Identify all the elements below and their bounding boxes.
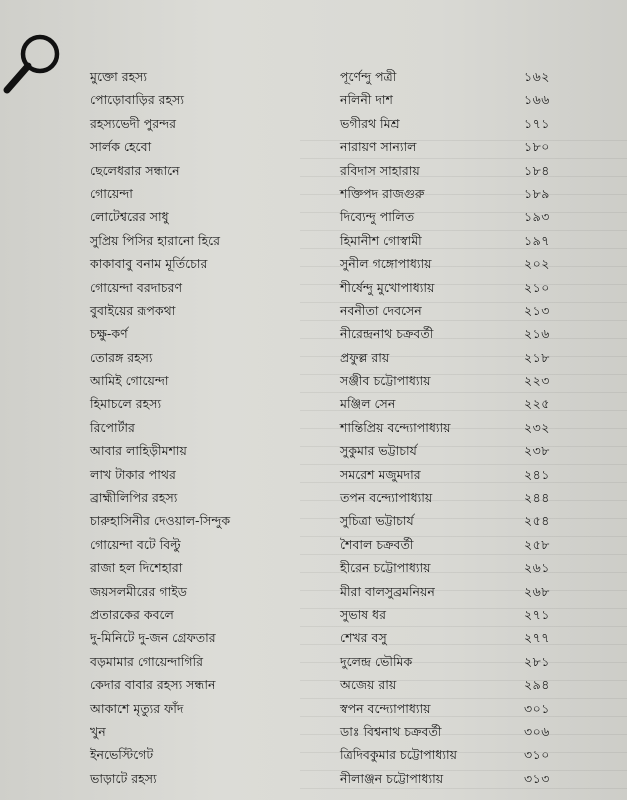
story-author: হীরেন চট্টোপাধ্যায়	[340, 560, 431, 576]
story-title: কেদার বাবার রহস্য সন্ধান	[90, 677, 216, 693]
story-author: নবনীতা দেবসেন	[340, 302, 422, 318]
toc-row	[90, 743, 610, 766]
toc-row	[90, 603, 610, 626]
story-title: দু-মিনিটে দু-জন গ্রেফতার	[90, 630, 216, 646]
page-number: ২৬১	[524, 560, 550, 576]
story-title: আবার লাহিড়ীমশায়	[90, 443, 187, 459]
story-title: রহস্যভেদী পুরন্দর	[90, 115, 177, 131]
toc-row	[90, 697, 610, 720]
story-title: খুন	[90, 723, 106, 739]
page-number: ১৯৩	[524, 209, 550, 225]
story-title: চারুহাসিনীর দেওয়াল-সিন্দুক	[90, 513, 231, 529]
page-number: ১৭১	[524, 115, 550, 131]
story-author: ডাঃ বিশ্বনাথ চক্রবর্তী	[340, 723, 442, 739]
page-number: ৩১৩	[524, 770, 550, 786]
story-title: কাকাবাবু বনাম মূর্তিচোর	[90, 256, 208, 272]
story-author: ভগীরথ মিশ্র	[340, 115, 400, 131]
page-number: ১৬৬	[524, 92, 550, 108]
story-author: দিব্যেন্দু পালিত	[340, 209, 415, 225]
page-number: ২৪৪	[524, 490, 550, 506]
page-number: ১৯৭	[524, 232, 550, 248]
story-title: রাজা হল দিশেহারা	[90, 560, 183, 576]
story-title: সুপ্রিয় পিসির হারানো হিরে	[90, 232, 221, 248]
story-author: শান্তিপ্রিয় বন্দ্যোপাধ্যায়	[340, 419, 451, 435]
story-title: আকাশে মৃত্যুর ফাঁদ	[90, 700, 184, 716]
story-title: ছেলেধরার সন্ধানে	[90, 162, 180, 178]
page-number: ২১৬	[524, 326, 550, 342]
page-number: ১৬২	[524, 69, 550, 84]
toc-row	[90, 65, 610, 88]
toc-row	[90, 276, 610, 299]
story-title: লোটেশ্বরের সাধু	[90, 209, 169, 225]
page-number: ২৮১	[524, 653, 550, 669]
page-number: ৩০৬	[524, 723, 550, 739]
page-number: ১৮৪	[524, 162, 550, 178]
story-title: প্রতারকের কবলে	[90, 606, 174, 622]
toc-row	[90, 533, 610, 556]
toc-row	[90, 322, 610, 345]
toc-row	[90, 720, 610, 743]
story-title: রিপোর্টার	[90, 419, 135, 435]
toc-row	[90, 346, 610, 369]
story-title: ব্রাহ্মীলিপির রহস্য	[90, 490, 178, 506]
story-title: গোয়েন্দা	[90, 185, 133, 201]
story-author: সঞ্জীব চট্টোপাধ্যায়	[340, 373, 431, 389]
toc-row	[90, 159, 610, 182]
story-author: স্বপন বন্দ্যোপাধ্যায়	[340, 700, 431, 716]
page-number: ২২৫	[524, 396, 550, 412]
toc-row	[90, 88, 610, 111]
toc-row	[90, 392, 610, 415]
story-title: ইনভেস্টিগেট	[90, 747, 154, 763]
toc-row	[90, 463, 610, 486]
story-author: সুকুমার ভট্টাচার্য	[340, 443, 417, 459]
story-author: তপন বন্দ্যোপাধ্যায়	[340, 490, 433, 506]
page-number: ২১০	[524, 279, 550, 295]
story-author: নীরেন্দ্রনাথ চক্রবর্তী	[340, 326, 434, 342]
page-number: ২০২	[524, 256, 550, 272]
story-author: শেখর বসু	[340, 630, 387, 646]
story-title: মুক্তো রহস্য	[90, 69, 148, 84]
table-of-contents	[90, 65, 610, 790]
story-author: মীরা বালসুব্রমনিয়ন	[340, 583, 435, 599]
page-number: ১৮০	[524, 139, 550, 155]
page-number: ২৯৪	[524, 677, 550, 693]
story-author: সমরেশ মজুমদার	[340, 466, 421, 482]
story-title: হিমাচলে রহস্য	[90, 396, 162, 412]
magnifying-glass-icon	[2, 30, 64, 96]
story-author: প্রফুল্ল রায়	[340, 349, 390, 365]
page-number: ২৬৮	[524, 583, 550, 599]
story-author: শীর্ষেন্দু মুখোপাধ্যায়	[340, 279, 435, 295]
toc-row	[90, 650, 610, 673]
story-title: আমিই গোয়েন্দা	[90, 373, 169, 389]
toc-row	[90, 182, 610, 205]
story-author: পূর্ণেন্দু পত্রী	[340, 69, 397, 84]
page-number: ৩১০	[524, 747, 550, 763]
toc-row	[90, 416, 610, 439]
toc-row	[90, 767, 610, 790]
page-number: ২৫৮	[524, 536, 550, 552]
page-number: ৩০১	[524, 700, 550, 716]
story-author: নারায়ণ সান্যাল	[340, 139, 417, 155]
story-author: রবিদাস সাহারায়	[340, 162, 420, 178]
story-author: নলিনী দাশ	[340, 92, 393, 108]
toc-row	[90, 509, 610, 532]
toc-row	[90, 369, 610, 392]
page-number: ২৫৪	[524, 513, 550, 529]
story-title: বড়মামার গোয়েন্দাগিরি	[90, 653, 204, 669]
toc-row	[90, 439, 610, 462]
page-number: ২৩৮	[524, 443, 550, 459]
page-number: ২১৩	[524, 302, 550, 318]
page-number: ২৩২	[524, 419, 550, 435]
toc-row	[90, 252, 610, 275]
page-number: ১৮৯	[524, 185, 550, 201]
story-title: চক্ষু-কর্ণ	[90, 326, 128, 342]
story-author: সুনীল গঙ্গোপাধ্যায়	[340, 256, 432, 272]
toc-row	[90, 556, 610, 579]
page-number: ২৭৭	[524, 630, 550, 646]
toc-row	[90, 626, 610, 649]
toc-row	[90, 229, 610, 252]
story-title: ভাড়াটে রহস্য	[90, 770, 157, 786]
story-author: অজেয় রায়	[340, 677, 397, 693]
story-author: নীলাঞ্জন চট্টোপাধ্যায়	[340, 770, 444, 786]
story-title: গোয়েন্দা বরদাচরণ	[90, 279, 183, 295]
story-author: ত্রিদিবকুমার চট্টোপাধ্যায়	[340, 747, 458, 763]
story-author: শৈবাল চক্রবর্তী	[340, 536, 414, 552]
story-title: তোরঙ্গ রহস্য	[90, 349, 153, 365]
page-number: ২৪১	[524, 466, 550, 482]
story-title: গোয়েন্দা বটে বিল্টু	[90, 536, 181, 552]
toc-row	[90, 673, 610, 696]
story-author: শক্তিপদ রাজগুরু	[340, 185, 425, 201]
story-author: সুভাষ ধর	[340, 606, 386, 622]
story-author: মঞ্জিল সেন	[340, 396, 396, 412]
page-number: ২৭১	[524, 606, 550, 622]
toc-row	[90, 486, 610, 509]
story-title: পোড়োবাড়ির রহস্য	[90, 92, 185, 108]
story-author: সুচিত্রা ভট্টাচার্য	[340, 513, 414, 529]
story-title: সার্লক হেবো	[90, 139, 152, 155]
story-author: হিমানীশ গোস্বামী	[340, 232, 422, 248]
toc-row	[90, 135, 610, 158]
story-title: বুবাইয়ের রূপকথা	[90, 302, 176, 318]
story-title: জয়সলমীরের গাইড	[90, 583, 187, 599]
story-author: দুলেন্দ্র ভৌমিক	[340, 653, 413, 669]
page-number: ২১৮	[524, 349, 550, 365]
toc-row	[90, 112, 610, 135]
page-number: ২২৩	[524, 373, 550, 389]
toc-row	[90, 299, 610, 322]
toc-row	[90, 580, 610, 603]
story-title: লাখ টাকার পাথর	[90, 466, 176, 482]
toc-row	[90, 205, 610, 228]
